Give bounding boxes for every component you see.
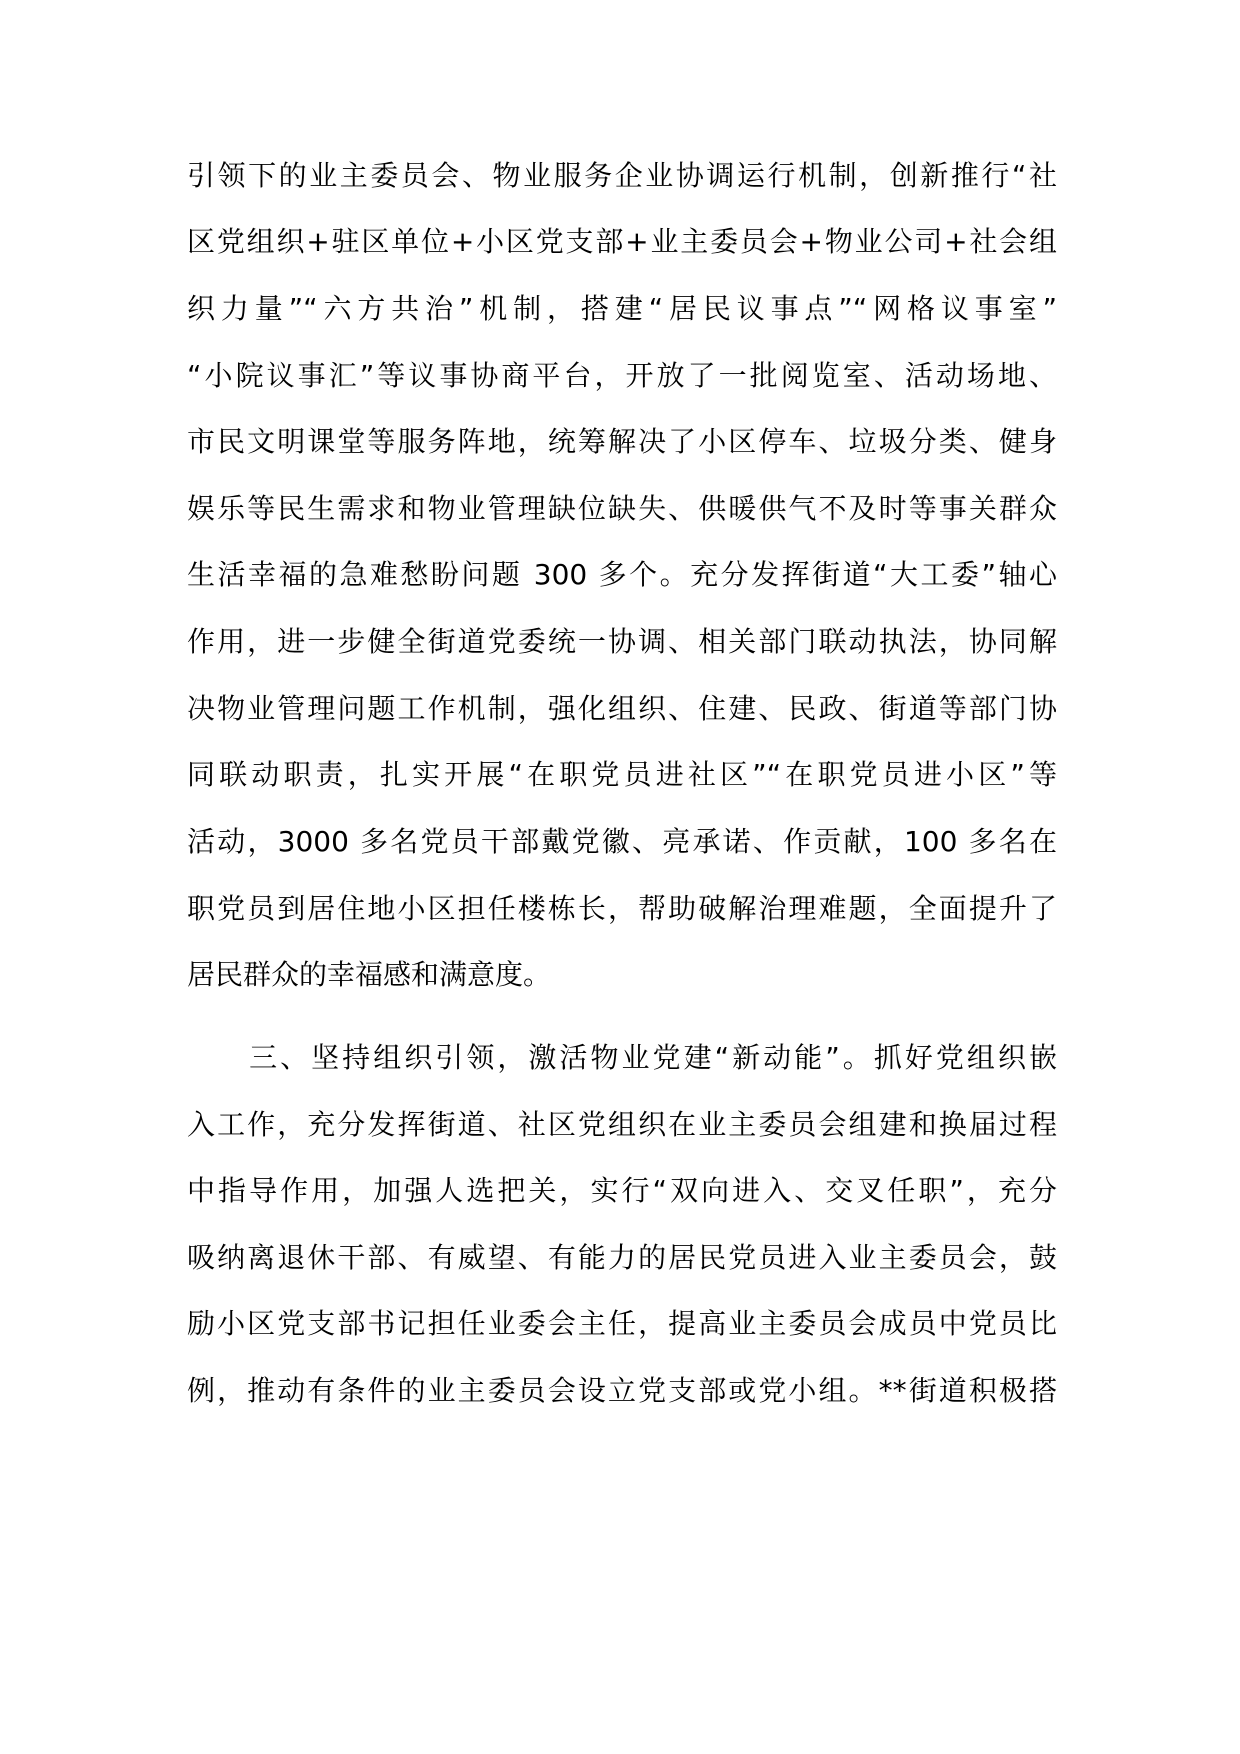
paragraph-2-line-6: 例，推动有条件的业主委员会设立党支部或党小组。**街道积极搭 [187,1374,1057,1407]
paragraph-2-line-2: 入工作，充分发挥街道、社区党组织在业主委员会组建和换届过程 [187,1108,1057,1141]
paragraph-1-line-13: 居民群众的幸福感和满意度。 [187,958,552,991]
paragraph-2-line-4: 吸纳离退休干部、有威望、有能力的居民党员进入业主委员会，鼓 [187,1241,1057,1274]
paragraph-2-line-5: 励小区党支部书记担任业委会主任，提高业主委员会成员中党员比 [187,1307,1057,1340]
paragraph-2-line-3: 中指导作用，加强人选把关，实行“双向进入、交叉任职”，充分 [187,1174,1057,1207]
paragraph-1-line-2: 区党组织+驻区单位+小区党支部+业主委员会+物业公司+社会组 [187,225,1057,258]
paragraph-1-line-8: 作用，进一步健全街道党委统一协调、相关部门联动执法，协同解 [187,625,1057,658]
paragraph-1-line-5: 市民文明课堂等服务阵地，统筹解决了小区停车、垃圾分类、健身 [187,425,1057,458]
paragraph-1-line-12: 职党员到居住地小区担任楼栋长，帮助破解治理难题，全面提升了 [187,892,1057,925]
paragraph-1-line-9: 决物业管理问题工作机制，强化组织、住建、民政、街道等部门协 [187,692,1057,725]
paragraph-1-line-6: 娱乐等民生需求和物业管理缺位缺失、供暖供气不及时等事关群众 [187,492,1057,525]
paragraph-1-line-1: 引领下的业主委员会、物业服务企业协调运行机制，创新推行“社 [187,159,1057,192]
paragraph-1-line-10: 同联动职责，扎实开展“在职党员进社区”“在职党员进小区”等 [187,758,1057,791]
paragraph-1-line-4: “小院议事汇”等议事协商平台，开放了一批阅览室、活动场地、 [187,359,1057,392]
paragraph-2-line-1: 三、坚持组织引领，激活物业党建“新动能”。抓好党组织嵌 [187,1041,1057,1074]
paragraph-1-line-3: 织力量”“六方共治”机制，搭建“居民议事点”“网格议事室” [187,292,1057,325]
paragraph-1-line-7: 生活幸福的急难愁盼问题 300 多个。充分发挥街道“大工委”轴心 [187,558,1057,591]
paragraph-1-line-11: 活动，3000 多名党员干部戴党徽、亮承诺、作贡献，100 多名在 [187,825,1057,858]
